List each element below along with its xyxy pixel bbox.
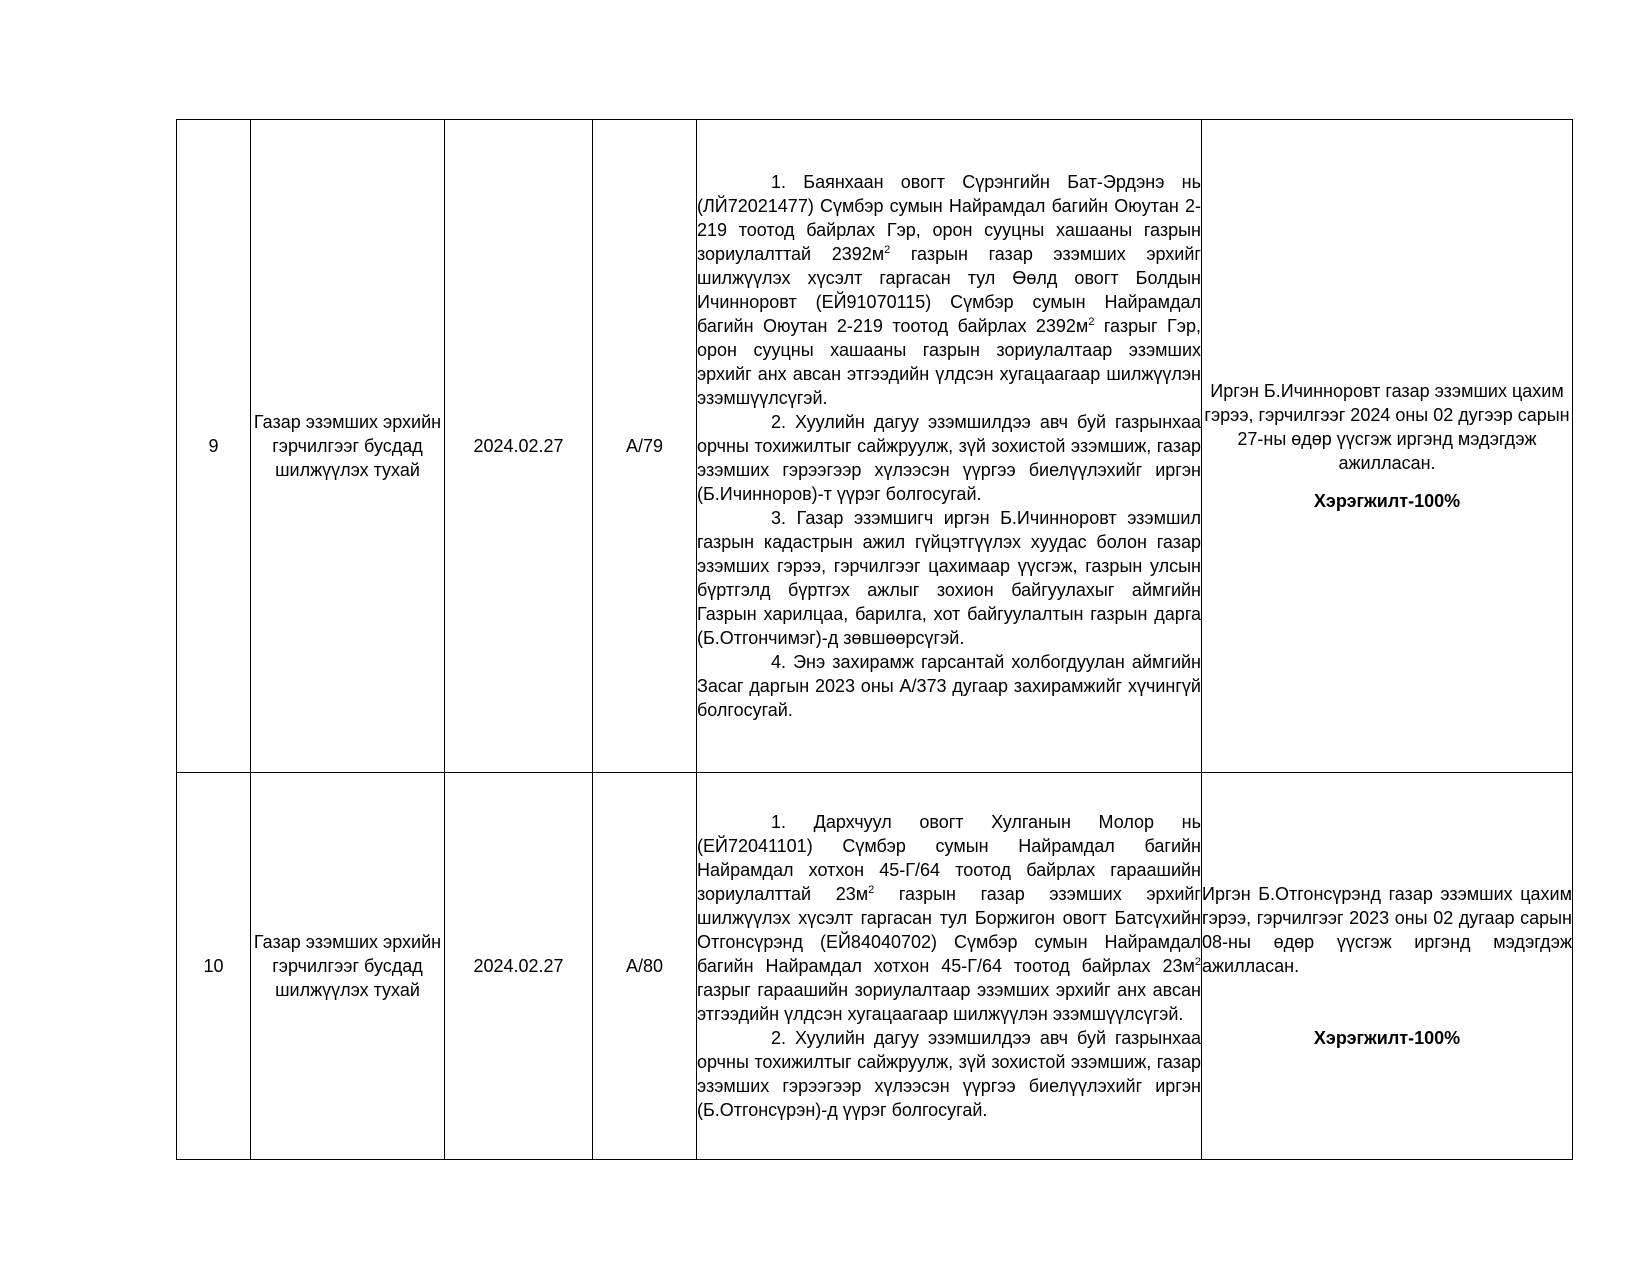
decrees-table: [176, 119, 1573, 1160]
decree-number: А/80: [593, 773, 697, 1160]
decree-date: 2024.02.27: [445, 120, 593, 773]
implementation-result: [1202, 773, 1573, 1160]
table-row: [177, 120, 1573, 773]
decree-title: Газар эзэмших эрхийн гэрчилгээг бусдад шилжүүлэх тухай: [251, 773, 445, 1160]
decree-number: А/79: [593, 120, 697, 773]
decree-content: [697, 120, 1202, 773]
decree-content: [697, 773, 1202, 1160]
result-text: Иргэн Б.Отгонсүрэнд газар эзэмших цахим гэрээ, гэрчилгээг 2023 оны 02 дугаар сарын 08-ны өдөр үүсгэж иргэнд мэдэгдэж ажилласан.: [1202, 884, 1572, 976]
row-number: 9: [177, 120, 251, 773]
implementation-status: Хэрэгжилт-100%: [1313, 1028, 1461, 1048]
decree-paragraph-2: 2. Хуулийн дагуу эзэмшилдээ авч буй газрынхаа орчны тохижилтыг сайжруулж, зүй зохистой эзэмшиж, газар эзэмших гэрээгээр хүлээсэн үүргээ биелүүлэхийг иргэн (Б.Отгонсүрэн)-д үүрэг болгосугай.: [697, 1028, 1201, 1120]
result-text: Иргэн Б.Ичинноровт газар эзэмших цахим гэрээ, гэрчилгээг 2024 оны 02 дугээр сарын 27-ны өдөр үүсгэж иргэнд мэдэгдэж ажилласан.: [1204, 381, 1570, 473]
decree-paragraph-2: 2. Хуулийн дагуу эзэмшилдээ авч буй газрынхаа орчны тохижилтыг сайжруулж, зүй зохистой эзэмшиж, газар эзэмших гэрээгээр хүлээсэн үүргээ биелүүлэхийг иргэн (Б.Ичинноров)-т үүрэг болгосугай.: [697, 412, 1201, 504]
table-row: [177, 773, 1573, 1160]
row-number: 10: [177, 773, 251, 1160]
decree-paragraph-4: 4. Энэ захирамж гарсантай холбогдуулан аймгийн Засаг даргын 2023 оны А/373 дугаар захирамжийг хүчингүй болгосугай.: [697, 652, 1201, 720]
decree-title: Газар эзэмших эрхийн гэрчилгээг бусдад шилжүүлэх тухай: [251, 120, 445, 773]
decree-paragraph-3: 3. Газар эзэмшигч иргэн Б.Ичинноровт эзэмшил газрын кадастрын ажил гүйцэтгүүлэх хуудас болон газар эзэмших гэрээ, гэрчилгээг цахимаар үүсгэж, газрын улсын бүртгэлд бүртгэх ажлыг зохион байгуулахыг аймгийн Газрын харилцаа, барилга, хот байгуулалтын газрын дарга (Б.Отгончимэг)-д зөвшөөрсүгэй.: [697, 508, 1201, 648]
implementation-result: [1202, 120, 1573, 773]
decree-date: 2024.02.27: [445, 773, 593, 1160]
implementation-status: Хэрэгжилт-100%: [1313, 491, 1461, 511]
decree-paragraph-1: 1. Баянхаан овогт Сүрэнгийн Бат-Эрдэнэ нь (ЛЙ72021477) Сүмбэр сумын Найрамдал багийн Оюутан 2-219 тоотод байрлах Гэр, орон сууцны хашааны газрын зориулалттай $2392м^2$ газрын газар эзэмших эрхийг шилжүүлэх хүсэлт гаргасан тул Өөлд овогт Болдын Ичинноровт (ЕЙ91070115) Сүмбэр сумын Найрамдал багийн Оюутан 2-219 тоотод байрлах $2392м^2$ газрыг Гэр, орон сууцны хашааны газрын зориулалтаар эзэмших эрхийг анх авсан этгээдийн үлдсэн хугацаагаар шилжүүлэн эзэмшүүлсүгэй.: [697, 172, 1201, 408]
decree-paragraph-1: 1. Дархчуул овогт Хулганын Молор нь (ЕЙ72041101) Сүмбэр сумын Найрамдал багийн Найрамдал хотхон 45-Г/64 тоотод байрлах гараашийн зориулалттай $23м^2$ газрын газар эзэмших эрхийг шилжүүлэх хүсэлт гаргасан тул Боржигон овогт Батсүхийн Отгонсүрэнд (ЕЙ84040702) Сүмбэр сумын Найрамдал багийн Найрамдал хотхон 45-Г/64 тоотод байрлах $23м^2$ газрыг гараашийн зориулалтаар эзэмших эрхийг анх авсан этгээдийн үлдсэн хугацаагаар шилжүүлэн эзэмшүүлсүгэй.: [697, 812, 1201, 1024]
